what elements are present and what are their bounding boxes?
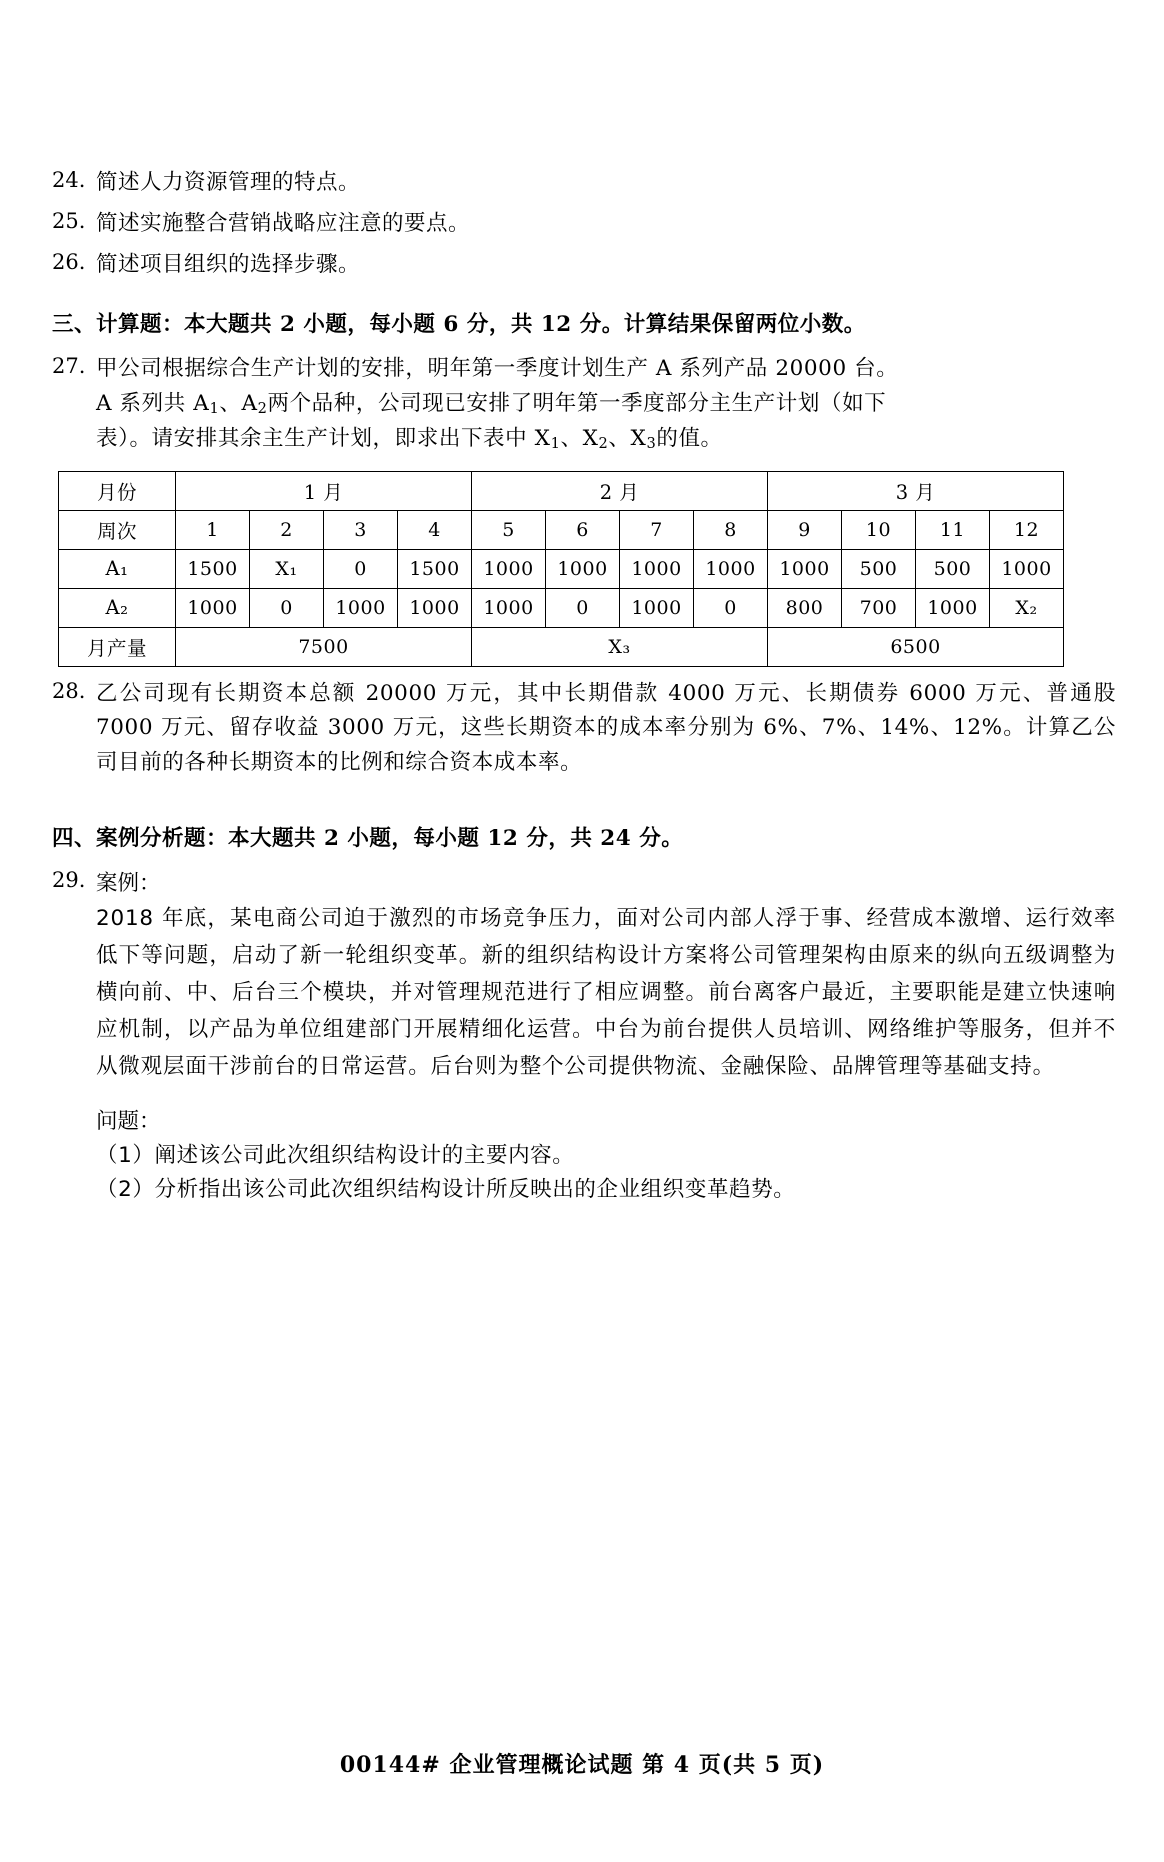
subscript-2: 2 — [598, 434, 609, 452]
question-number: 29. — [52, 868, 86, 893]
list-item — [52, 209, 1116, 238]
a2-cell: 0 — [250, 588, 324, 627]
page-content — [52, 168, 1116, 1214]
section-heading-three: 三、计算题：本大题共 2 小题，每小题 6 分，共 12 分。计算结果保留两位小数。 — [52, 312, 866, 338]
question-27 — [52, 352, 1116, 456]
row-label-a2: A₂ — [59, 588, 176, 627]
q27-line3-part-c: 、X — [608, 425, 647, 451]
a1-cell: 1000 — [472, 549, 546, 588]
week-cell: 6 — [546, 510, 620, 549]
week-cell: 9 — [768, 510, 842, 549]
case-body-text: 2018 年底，某电商公司迫于激烈的市场竞争压力，面对公司内部人浮于事、经营成本激增、运行效率低下等问题，启动了新一轮组织变革。新的组织结构设计方案将公司管理架构由原来的纵向五级调整为横向前、中、后台三个模块，并对管理规范进行了相应调整。前台离客户最近，主要职能是建立快速响应机制，以产品为单位组建部门开展精细化运营。中台为前台提供人员培训、网络维护等服务，但并不从微观层面干涉前台的日常运营。后台则为整个公司提供物流、金融保险、品牌管理等基础支持。 — [96, 906, 1116, 1079]
subscript-1: 1 — [550, 434, 561, 452]
case-question-item: （1）阐述该公司此次组织结构设计的主要内容。 — [96, 1142, 575, 1168]
a2-cell: 700 — [842, 588, 916, 627]
table-row-a1 — [59, 549, 1064, 588]
a1-cell: 0 — [324, 549, 398, 588]
question-text: 简述项目组织的选择步骤。 — [96, 252, 361, 278]
list-item — [52, 250, 1116, 279]
a1-cell: 1000 — [546, 549, 620, 588]
row-label-monthly-output: 月产量 — [59, 627, 176, 666]
list-item — [52, 168, 1116, 197]
row-label-a1: A₁ — [59, 549, 176, 588]
a1-cell: 1000 — [620, 549, 694, 588]
question-text: 简述人力资源管理的特点。 — [96, 170, 361, 195]
week-cell: 1 — [176, 510, 250, 549]
a2-cell: 0 — [546, 588, 620, 627]
q27-line2-part-b: 、A — [219, 390, 258, 416]
month-cell-january: 1 月 — [176, 471, 472, 510]
a2-cell: 1000 — [324, 588, 398, 627]
week-cell: 3 — [324, 510, 398, 549]
a1-cell: 500 — [916, 549, 990, 588]
a2-cell: 1000 — [398, 588, 472, 627]
question-number: 26. — [52, 250, 86, 275]
subscript-3: 3 — [646, 434, 657, 452]
a2-cell: X₂ — [990, 588, 1064, 627]
case-label: 案例： — [96, 871, 161, 897]
table-row-a2 — [59, 588, 1064, 627]
a1-cell: 1500 — [176, 549, 250, 588]
week-cell: 5 — [472, 510, 546, 549]
question-number: 28. — [52, 678, 86, 703]
question-label: 问题： — [96, 1108, 161, 1134]
week-cell: 12 — [990, 510, 1064, 549]
a1-cell: X₁ — [250, 549, 324, 588]
week-cell: 10 — [842, 510, 916, 549]
a1-cell: 500 — [842, 549, 916, 588]
a2-cell: 1000 — [916, 588, 990, 627]
month-cell-march: 3 月 — [768, 471, 1064, 510]
case-question-item: （2）分析指出该公司此次组织结构设计所反映出的企业组织变革趋势。 — [96, 1177, 796, 1203]
monthly-output-cell: 6500 — [768, 627, 1064, 666]
question-number: 27. — [52, 354, 86, 379]
a2-cell: 1000 — [620, 588, 694, 627]
question-number: 24. — [52, 168, 86, 192]
q27-line-2 — [96, 387, 1116, 422]
a1-cell: 1000 — [768, 549, 842, 588]
q27-line3-part-a: 表）。请安排其余主生产计划，即求出下表中 X — [96, 425, 551, 451]
row-label-month: 月份 — [59, 471, 176, 510]
production-schedule-table — [58, 471, 1064, 667]
monthly-output-cell: X₃ — [472, 627, 768, 666]
a2-cell: 0 — [694, 588, 768, 627]
table-row-monthly-output — [59, 627, 1064, 666]
monthly-output-cell: 7500 — [176, 627, 472, 666]
week-cell: 4 — [398, 510, 472, 549]
question-number: 25. — [52, 209, 86, 234]
a1-cell: 1000 — [694, 549, 768, 588]
a1-cell: 1500 — [398, 549, 472, 588]
q27-line3-part-b: 、X — [560, 425, 599, 451]
week-cell: 11 — [916, 510, 990, 549]
a2-cell: 1000 — [176, 588, 250, 627]
q27-line2-part-c: 两个品种，公司现已安排了明年第一季度部分主生产计划（如下 — [267, 390, 887, 416]
subscript-1: 1 — [209, 400, 220, 418]
table-row-weeks — [59, 510, 1064, 549]
question-28 — [52, 677, 1116, 781]
a2-cell: 1000 — [472, 588, 546, 627]
table-row-months — [59, 471, 1064, 510]
week-cell: 8 — [694, 510, 768, 549]
q27-line-1: 甲公司根据综合生产计划的安排，明年第一季度计划生产 A 系列产品 20000 台。 — [96, 356, 899, 382]
short-answer-list — [52, 168, 1116, 279]
section-heading-four: 四、案例分析题：本大题共 2 小题，每小题 12 分，共 24 分。 — [52, 826, 684, 852]
q27-line-3 — [96, 422, 1116, 457]
q27-line3-part-d: 的值。 — [656, 425, 723, 451]
subscript-2: 2 — [257, 400, 268, 418]
question-text: 简述实施整合营销战略应注意的要点。 — [96, 211, 471, 237]
question-29 — [52, 866, 1116, 1208]
row-label-week: 周次 — [59, 510, 176, 549]
a1-cell: 1000 — [990, 549, 1064, 588]
q28-text: 乙公司现有长期资本总额 20000 万元，其中长期借款 4000 万元、长期债券 6000 万元、普通股 7000 万元、留存收益 3000 万元，这些长期资本的成本率分别为 6%、7%、14%、12%。计算乙公司目前的各种长期资本的比例和综合资本成本率。 — [96, 680, 1116, 776]
q27-line2-part-a: A 系列共 A — [96, 390, 210, 416]
page-footer: 00144# 企业管理概论试题 第 4 页(共 5 页) — [339, 1752, 825, 1778]
month-cell-february: 2 月 — [472, 471, 768, 510]
week-cell: 7 — [620, 510, 694, 549]
week-cell: 2 — [250, 510, 324, 549]
a2-cell: 800 — [768, 588, 842, 627]
